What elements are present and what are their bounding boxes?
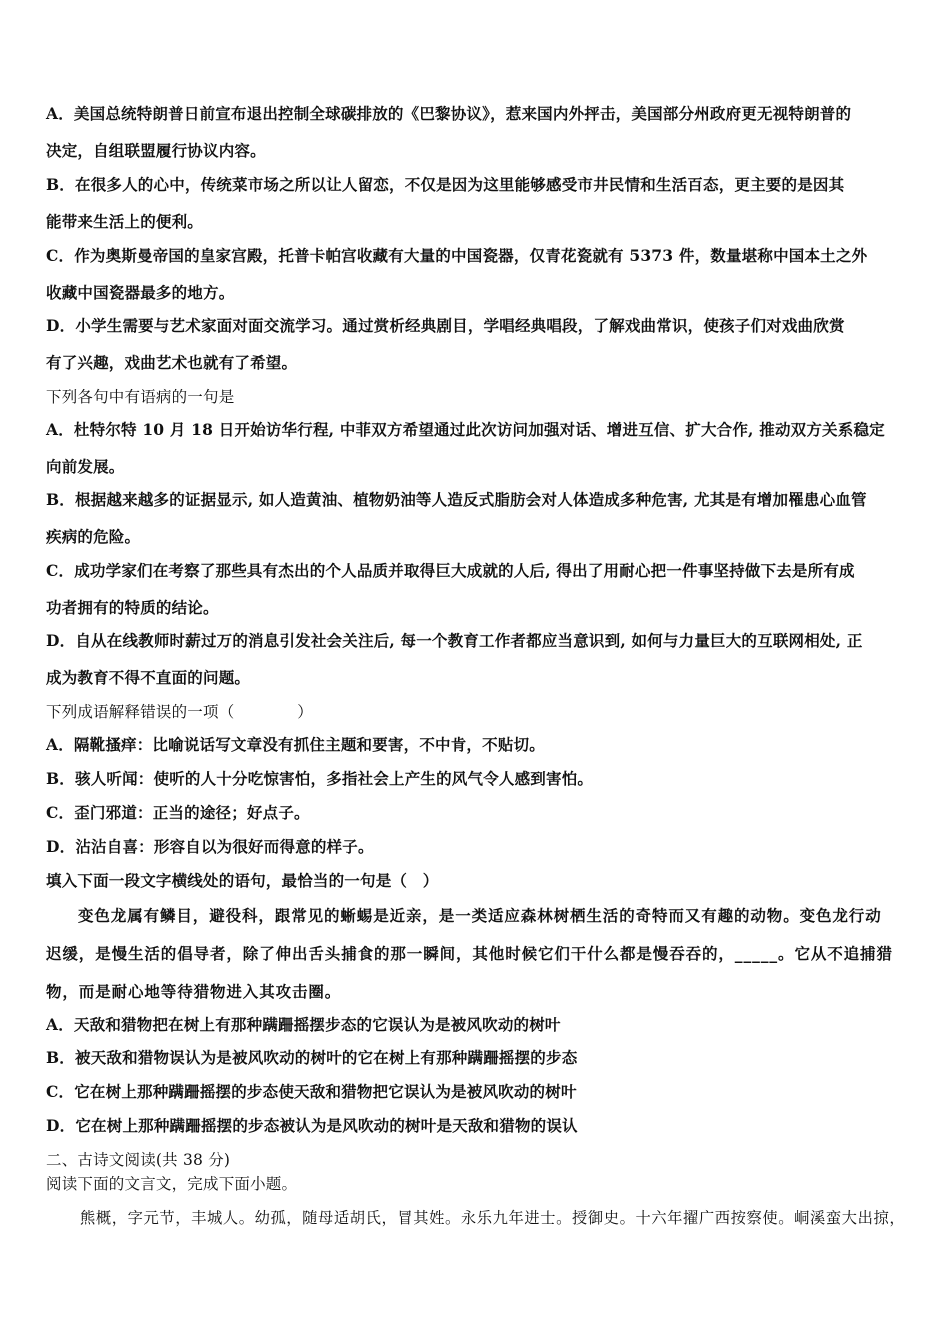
q-c-option-c: C．歪门邪道：正当的途径；好点子。	[46, 803, 310, 822]
q-a-option-c-line2: 收藏中国瓷器最多的地方。	[46, 283, 235, 302]
q-b-option-b-line2: 疾病的危险。	[46, 527, 141, 546]
q-c-option-b: B．骇人听闻：使听的人十分吃惊害怕，多指社会上产生的风气令人感到害怕。	[46, 769, 594, 788]
q-a-option-c-line1: C．作为奥斯曼帝国的皇家宫殿，托普卡帕宫收藏有大量的中国瓷器，仅青花瓷就有 5373 件，数量堪称中国本土之外	[46, 246, 868, 265]
q-b-option-b-line1: B．根据越来越多的证据显示, 如人造黄油、植物奶油等人造反式脂肪会对人体造成多种危害, 尤其是有增加罹患心血管	[46, 490, 867, 509]
q-b-option-c-line1: C．成功学家们在考察了那些具有杰出的个人品质并取得巨大成就的人后, 得出了用耐心把一件事坚持做下去是所有成	[46, 561, 855, 580]
q-a-option-a-line2: 决定，自组联盟履行协议内容。	[46, 141, 266, 160]
q-b-stem: 下列各句中有语病的一句是	[46, 388, 235, 406]
q-d-option-d: D．它在树上那种蹒跚摇摆的步态被认为是风吹动的树叶是天敌和猎物的误认	[46, 1116, 578, 1135]
q-b-option-c-line2: 功者拥有的特质的结论。	[46, 598, 219, 617]
q-b-option-a-line1: A．杜特尔特 10 月 18 日开始访华行程, 中菲双方希望通过此次访问加强对话、增进互信、扩大合作, 推动双方关系稳定	[46, 420, 885, 439]
q-a-option-d-line2: 有了兴趣，戏曲艺术也就有了希望。	[46, 353, 298, 372]
section2-heading: 二、古诗文阅读(共 38 分)	[46, 1151, 231, 1169]
q-d-passage-line1: 变色龙属有鳞目，避役科，跟常见的蜥蜴是近亲，是一类适应森林树栖生活的奇特而又有趣的动物。变色龙行动	[78, 906, 882, 925]
q-b-option-d-line1: D．自从在线教师时薪过万的消息引发社会关注后, 每一个教育工作者都应当意识到, 如何与力量巨大的互联网相处, 正	[46, 631, 863, 650]
q-b-option-d-line2: 成为教育不得不直面的问题。	[46, 668, 251, 687]
q-c-stem: 下列成语解释错误的一项（ ）	[46, 703, 313, 721]
q-d-option-b: B．被天敌和猎物误认为是被风吹动的树叶的它在树上有那种蹒跚摇摆的步态	[46, 1048, 578, 1067]
q-a-option-a-line1: A．美国总统特朗普日前宣布退出控制全球碳排放的《巴黎协议》，惹来国内外抨击，美国部分州政府更无视特朗普的	[46, 104, 852, 123]
q-d-passage-line3: 物，而是耐心地等待猎物进入其攻击圈。	[46, 982, 342, 1001]
q-a-option-b-line2: 能带来生活上的便利。	[46, 212, 204, 231]
q-c-option-d: D．沾沾自喜：形容自以为很好而得意的样子。	[46, 837, 374, 856]
q-b-option-a-line2: 向前发展。	[46, 457, 125, 476]
q-d-option-a: A．天敌和猎物把在树上有那种蹒跚摇摆步态的它误认为是被风吹动的树叶	[46, 1015, 561, 1034]
section2-instruction: 阅读下面的文言文，完成下面小题。	[46, 1175, 298, 1193]
q-a-option-b-line1: B．在很多人的心中，传统菜市场之所以让人留恋，不仅是因为这里能够感受市井民情和生活百态，更主要的是因其	[46, 175, 845, 194]
q-d-passage-line2: 迟缓，是慢生活的倡导者，除了伸出舌头捕食的那一瞬间，其他时候它们干什么都是慢吞吞的，_____。它从不追捕猎	[46, 944, 893, 963]
section2-text: 熊概，字元节，丰城人。幼孤，随母适胡氏，冒其姓。永乐九年进士。授御史。十六年擢广西按察使。峒溪蛮大出掠，	[80, 1209, 906, 1227]
q-a-option-d-line1: D．小学生需要与艺术家面对面交流学习。通过赏析经典剧目，学唱经典唱段，了解戏曲常识，使孩子们对戏曲欣赏	[46, 316, 845, 335]
q-d-stem: 填入下面一段文字横线处的语句，最恰当的一句是（ ）	[46, 871, 439, 890]
q-c-option-a: A．隔靴搔痒：比喻说话写文章没有抓住主题和要害，不中肯，不贴切。	[46, 735, 545, 754]
q-d-option-c: C．它在树上那种蹒跚摇摆的步态使天敌和猎物把它误认为是被风吹动的树叶	[46, 1082, 577, 1101]
